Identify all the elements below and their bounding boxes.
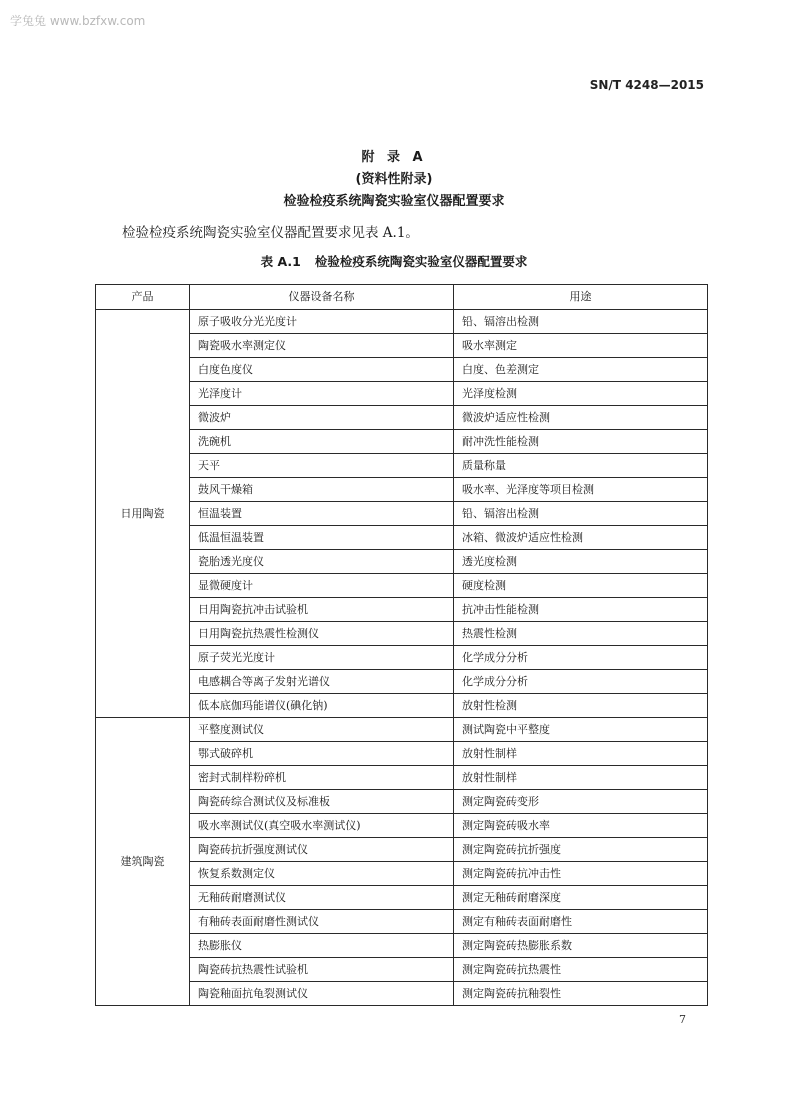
purpose-cell: 测定陶瓷砖热膨胀系数 [454, 934, 708, 958]
instrument-name-cell: 陶瓷砖综合测试仪及标准板 [190, 790, 454, 814]
instrument-name-cell: 微波炉 [190, 406, 454, 430]
watermark-text: 学兔兔 www.bzfxw.com [10, 14, 146, 28]
table-caption [0, 252, 788, 270]
standard-code: SN/T 4248—2015 [589, 78, 704, 92]
purpose-cell: 测定陶瓷砖抗折强度 [454, 838, 708, 862]
purpose-cell: 测定陶瓷砖抗釉裂性 [454, 982, 708, 1006]
instrument-name-cell: 吸水率测试仪(真空吸水率测试仪) [190, 814, 454, 838]
instrument-name-cell: 热膨胀仪 [190, 934, 454, 958]
table-caption-title: 检验检疫系统陶瓷实验室仪器配置要求 [314, 254, 528, 269]
instrument-name-cell: 原子荧光光度计 [190, 646, 454, 670]
appendix-heading: 检验检疫系统陶瓷实验室仪器配置要求 [283, 194, 505, 209]
instrument-name-cell: 有釉砖表面耐磨性测试仪 [190, 910, 454, 934]
purpose-cell: 硬度检测 [454, 574, 708, 598]
purpose-cell: 测定陶瓷砖抗冲击性 [454, 862, 708, 886]
instrument-name-cell: 光泽度计 [190, 382, 454, 406]
header-instrument: 仪器设备名称 [190, 285, 454, 310]
intro-paragraph: 检验检疫系统陶瓷实验室仪器配置要求见表 A.1。 [122, 225, 419, 241]
instrument-name-cell: 低本底伽玛能谱仪(碘化钠) [190, 694, 454, 718]
table-row [96, 310, 708, 334]
purpose-cell: 铅、镉溶出检测 [454, 502, 708, 526]
purpose-cell: 测定陶瓷砖抗热震性 [454, 958, 708, 982]
header-product: 产品 [96, 285, 190, 310]
table-header-row [96, 285, 708, 310]
purpose-cell: 放射性制样 [454, 766, 708, 790]
instrument-name-cell: 显微硬度计 [190, 574, 454, 598]
instrument-name-cell: 日用陶瓷抗冲击试验机 [190, 598, 454, 622]
purpose-cell: 白度、色差测定 [454, 358, 708, 382]
appendix-title: 附 录 A [361, 150, 427, 165]
purpose-cell: 耐冲洗性能检测 [454, 430, 708, 454]
purpose-cell: 测定有釉砖表面耐磨性 [454, 910, 708, 934]
instrument-name-cell: 低温恒温装置 [190, 526, 454, 550]
instrument-name-cell: 瓷胎透光度仪 [190, 550, 454, 574]
header-purpose: 用途 [454, 285, 708, 310]
instrument-name-cell: 陶瓷砖抗热震性试验机 [190, 958, 454, 982]
instrument-name-cell: 密封式制样粉碎机 [190, 766, 454, 790]
purpose-cell: 透光度检测 [454, 550, 708, 574]
purpose-cell: 质量称量 [454, 454, 708, 478]
purpose-cell: 测定陶瓷砖吸水率 [454, 814, 708, 838]
instrument-name-cell: 白度色度仪 [190, 358, 454, 382]
purpose-cell: 抗冲击性能检测 [454, 598, 708, 622]
table-caption-number: 表 A.1 [260, 254, 301, 269]
purpose-cell: 测定陶瓷砖变形 [454, 790, 708, 814]
instrument-name-cell: 电感耦合等离子发射光谱仪 [190, 670, 454, 694]
instrument-name-cell: 陶瓷吸水率测定仪 [190, 334, 454, 358]
page-number: 7 [679, 1013, 686, 1026]
purpose-cell: 放射性检测 [454, 694, 708, 718]
purpose-cell: 放射性制样 [454, 742, 708, 766]
instrument-name-cell: 无釉砖耐磨测试仪 [190, 886, 454, 910]
instrument-name-cell: 天平 [190, 454, 454, 478]
equipment-table [95, 284, 708, 1006]
instrument-name-cell: 洗碗机 [190, 430, 454, 454]
instrument-name-cell: 陶瓷釉面抗龟裂测试仪 [190, 982, 454, 1006]
instrument-name-cell: 恢复系数测定仪 [190, 862, 454, 886]
product-category-cell: 日用陶瓷 [96, 310, 190, 718]
purpose-cell: 测试陶瓷中平整度 [454, 718, 708, 742]
purpose-cell: 光泽度检测 [454, 382, 708, 406]
purpose-cell: 铅、镉溶出检测 [454, 310, 708, 334]
instrument-name-cell: 鄂式破碎机 [190, 742, 454, 766]
product-category-cell: 建筑陶瓷 [96, 718, 190, 1006]
table-row [96, 718, 708, 742]
table-body [96, 310, 708, 1006]
instrument-name-cell: 陶瓷砖抗折强度测试仪 [190, 838, 454, 862]
purpose-cell: 吸水率、光泽度等项目检测 [454, 478, 708, 502]
purpose-cell: 化学成分分析 [454, 646, 708, 670]
instrument-name-cell: 日用陶瓷抗热震性检测仪 [190, 622, 454, 646]
purpose-cell: 测定无釉砖耐磨深度 [454, 886, 708, 910]
purpose-cell: 冰箱、微波炉适应性检测 [454, 526, 708, 550]
instrument-name-cell: 原子吸收分光光度计 [190, 310, 454, 334]
purpose-cell: 热震性检测 [454, 622, 708, 646]
appendix-subtitle: (资料性附录) [355, 172, 433, 187]
instrument-name-cell: 恒温装置 [190, 502, 454, 526]
purpose-cell: 化学成分分析 [454, 670, 708, 694]
instrument-name-cell: 鼓风干燥箱 [190, 478, 454, 502]
instrument-name-cell: 平整度测试仪 [190, 718, 454, 742]
purpose-cell: 微波炉适应性检测 [454, 406, 708, 430]
purpose-cell: 吸水率测定 [454, 334, 708, 358]
